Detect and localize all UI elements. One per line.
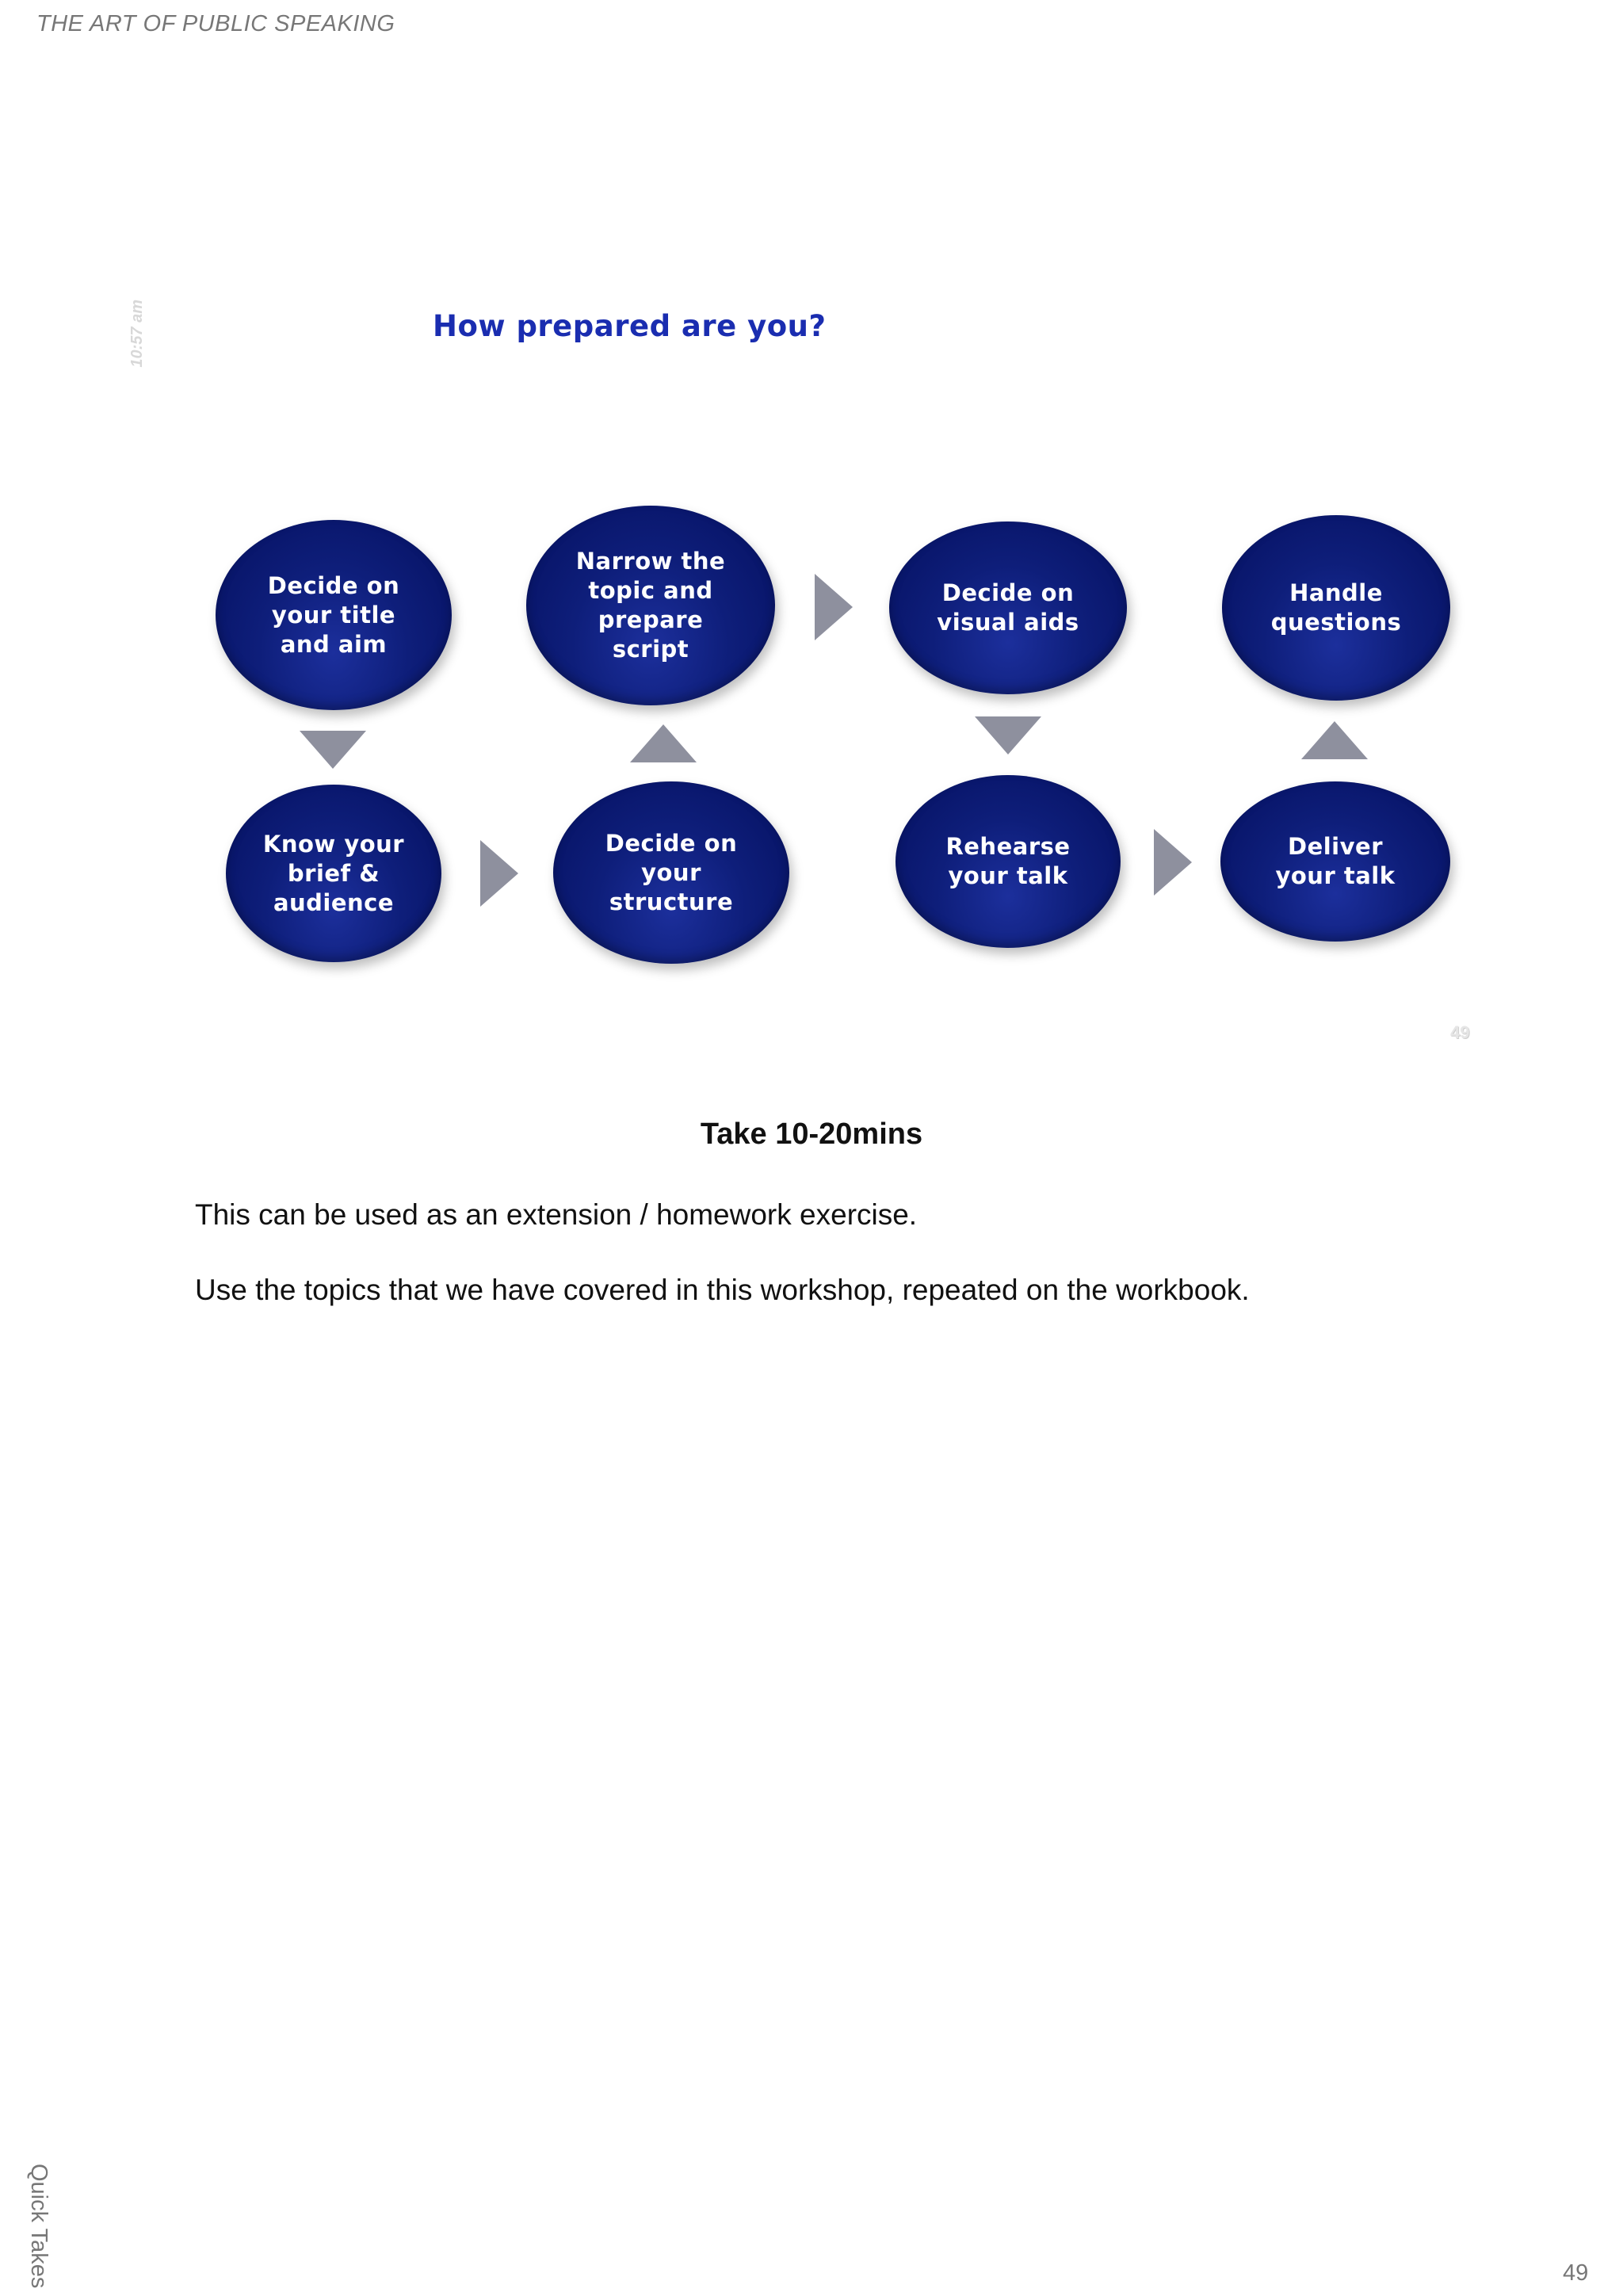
step-know-brief-audience	[226, 785, 441, 962]
instruction-title: Take 10-20mins	[700, 1117, 923, 1151]
section-side-label: Quick Takes	[26, 2164, 52, 2289]
step-narrow-topic-script	[526, 506, 775, 705]
arrow-up-icon	[1301, 721, 1368, 759]
step-label: Decide on your structure	[605, 829, 738, 915]
arrow-right-icon	[1154, 829, 1192, 896]
slide-number: 49	[1450, 1022, 1470, 1042]
slide-artifact-text: 10:57 am	[128, 300, 146, 368]
step-decide-title-aim	[216, 520, 452, 710]
step-handle-questions	[1222, 515, 1450, 701]
arrow-right-icon	[480, 840, 518, 907]
diagram-title: How prepared are you?	[433, 309, 827, 343]
arrow-up-icon	[630, 724, 697, 762]
arrow-down-icon	[300, 731, 366, 769]
arrow-down-icon	[975, 716, 1041, 755]
step-deliver-talk	[1220, 781, 1450, 942]
step-decide-visual-aids	[889, 521, 1127, 694]
instruction-paragraph: Use the topics that we have covered in this workshop, repeated on the workbook.	[195, 1274, 1250, 1306]
step-label: Rehearse your talk	[945, 833, 1071, 889]
step-label: Handle questions	[1270, 579, 1402, 636]
step-label: Decide on visual aids	[937, 579, 1079, 636]
page-number: 49	[1563, 2260, 1589, 2286]
step-label: Know your brief & audience	[262, 830, 405, 916]
instruction-paragraph: This can be used as an extension / homework exercise.	[195, 1198, 918, 1231]
step-label: Narrow the topic and prepare script	[575, 548, 726, 663]
step-decide-structure	[553, 781, 789, 964]
step-label: Decide on your title and aim	[267, 571, 400, 658]
running-header: THE ART OF PUBLIC SPEAKING	[36, 11, 395, 36]
step-label: Deliver your talk	[1275, 833, 1396, 889]
step-rehearse-talk	[896, 775, 1121, 948]
arrow-right-icon	[815, 574, 853, 640]
